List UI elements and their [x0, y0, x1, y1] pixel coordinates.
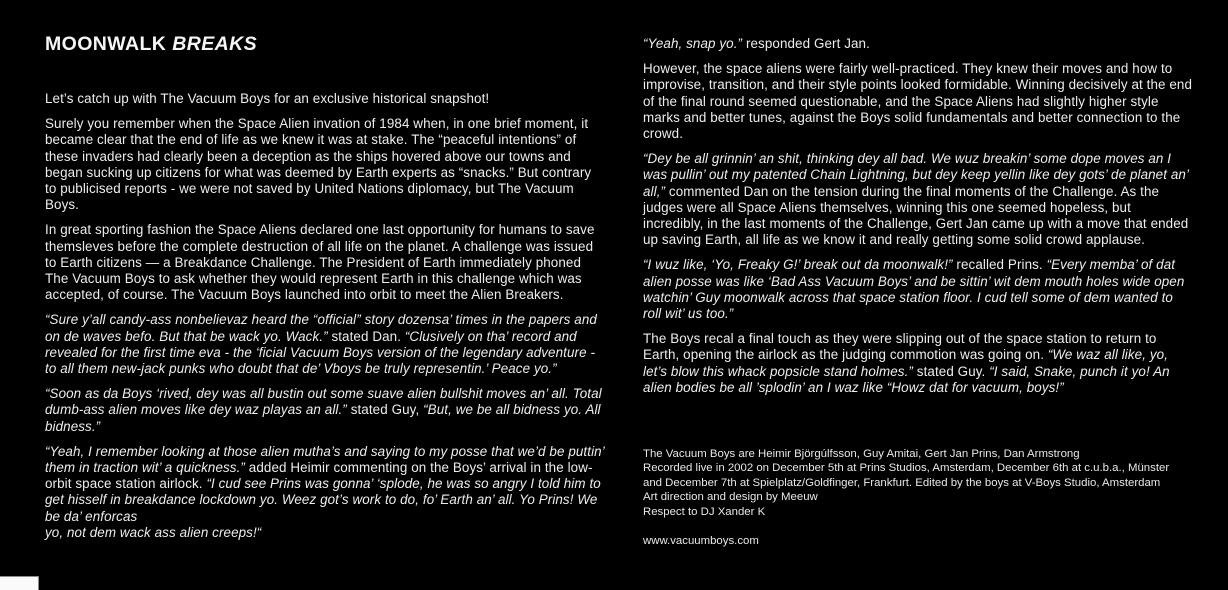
paragraph: [643, 61, 1193, 142]
credit-lines: [643, 447, 1203, 519]
quote-text: “I said, Snake, punch it yo! An alien bodies be all ’splodin’ an I waz like “Howz dat for vacuum, boys!”: [643, 363, 1170, 395]
paragraph: [45, 116, 605, 213]
paragraph: [45, 222, 605, 303]
quote-text: “Every memba’ of dat alien posse was like ‘Bad Ass Vacuum Boys’ and be sittin’ wit dem mouth holes wide open watchin’ Guy moonwalk across that space station floor. I cud tell some of dem wanted to roll wit’ us too.”: [643, 257, 1185, 322]
credit-line: The Vacuum Boys are Heimir Björgúlfsson, Guy Amitai, Gert Jan Prins, Dan Armstrong: [643, 448, 1080, 460]
credit-line: and December 7th at Spielplatz/Goldfinger, Frankfurt. Edited by the boys at V-Boys Studio, Amsterdam: [643, 476, 1161, 489]
paragraph: [45, 386, 605, 435]
quote-text: “Yeah, I remember looking at those alien mutha’s and saying to my posse that we’d be puttin’ them in traction wit’ a quickness.”: [45, 443, 605, 476]
credit-line: Art direction and design by Meeuw: [643, 491, 818, 504]
narration-text: added Heimir commenting on the Boys’ arrival in the low-orbit space station airlock.: [45, 460, 593, 492]
credit-line: Respect to DJ Xander K: [643, 505, 766, 518]
quote-text: yo, not dem wack ass alien creeps!“: [45, 524, 262, 540]
quote-text: “Sure y’all candy-ass nonbelievaz heard the “official” story dozensa’ times in the papers and on de waves befo. But that be wack yo. Wack.”: [45, 312, 597, 344]
quote-text: “Clusively on tha’ record and revealed for the first time eva - the ‘ficial Vacuum Boys version of the legendary adventure - to all them new-jack punks who doubt that de’ Vboys be truly representin.’ Peace yo.”: [45, 328, 596, 377]
paragraph: [45, 312, 605, 377]
narration-text: Let’s catch up with The Vacuum Boys for an exclusive historical snapshot!: [45, 91, 490, 106]
right-column-paragraphs: [643, 36, 1193, 396]
narration-text: In great sporting fashion the Space Aliens declared one last opportunity for humans to save themsleves before the complete destruction of all life on the planet. A challenge was issued to Earth citizens — a Breakdance Challenge. The President of Earth immediately phoned The Vacuum Boys to ask whether they would represent Earth in this challenge which was accepted, of course. The Vacuum Boys launched into orbit to meet the Alien Breakers.: [45, 222, 595, 303]
narration-text: commented Dan on the tension during the final moments of the Challenge. As the judges were all Space Aliens themselves, winning this one seemed hopeless, but incredibly, in the last moments of the Challenge, Gert Jan came up with a move that ended up saving Earth, all life as we know it and really getting some solid crowd applause.: [643, 183, 1189, 248]
narration-text: stated Guy,: [346, 402, 424, 418]
narration-text: The Boys recal a final touch as they were slipping out of the space station to return to Earth, opening the airlock as the judging commotion was going on.: [643, 331, 1157, 363]
page-title: [45, 33, 605, 56]
quote-text: “Dey be all grinnin’ an shit, thinking dey all bad. We wuz breakin’ some dope moves an I was pullin’ out my patented Chain Lightning, but dey keep yellin like dey gots’ de planet an’ all,”: [643, 151, 1189, 199]
quote-text: “Soon as da Boys ‘rived, dey was all bustin out some suave alien bullshit moves an’ all. Total dumb-ass alien moves like dey waz playas an all.”: [45, 386, 602, 418]
title-word-regular: MOONWALK: [45, 33, 167, 55]
title-word-italic: BREAKS: [172, 33, 258, 55]
narration-text: stated Dan.: [327, 328, 405, 344]
paragraph: [45, 444, 605, 541]
credit-line: Recorded live in 2002 on December 5th at Prins Studios, Amsterdam, December 6th at c.u.b.a., Münster: [643, 462, 1170, 475]
quote-text: “We waz all like, yo, let’s blow this whack popsicle stand holmes.”: [643, 347, 1169, 379]
narration-text: However, the space aliens were fairly well-practiced. They knew their moves and how to improvise, transition, and their style points looked formidable. Winning decisively at the end of the final round seemed questionable, and the Space Aliens had slightly higher style marks and better tunes, against the Boys solid fundamentals and better connection to the crowd.: [643, 61, 1193, 142]
narration-text: Surely you remember when the Space Alien invation of 1984 when, in one brief moment, it became clear that the end of life as we knew it was at stake. The “peaceful intentions” of these invaders had clearly been a deception as the ships hovered above our towns and began sucking up citizens for what was deemed by Earth experts as “snacks.” But contrary to publicised reports - we were not saved by United Nations diplomacy, but The Vacuum Boys.: [45, 116, 592, 213]
credits-block: [643, 447, 1203, 548]
narration-text: recalled Prins.: [952, 257, 1047, 273]
paragraph: [643, 331, 1193, 396]
left-column-paragraphs: [45, 91, 605, 541]
quote-text: “Yeah, snap yo.”: [643, 36, 743, 51]
quote-text: “But, we be all bidness yo. All bidness.”: [45, 402, 601, 434]
quote-text: “I cud see Prins was gonna’ ‘splode, he was so angry I told him to get hisself in breakdance lockdown yo. Weez got’s work to do, fo’ Earth an’ all. Yo Prins! We be da’ enforcas: [45, 476, 601, 524]
paragraph: [643, 257, 1193, 322]
paragraph: [643, 36, 1193, 52]
paragraph: [45, 91, 605, 107]
left-column: [45, 33, 605, 550]
narration-text: stated Guy.: [912, 363, 990, 379]
right-column: [643, 36, 1193, 405]
quote-text: “I wuz like, ‘Yo, Freaky G!’ break out da moonwalk!”: [643, 257, 953, 273]
narration-text: responded Gert Jan.: [742, 36, 870, 51]
page-corner-artifact: [0, 576, 39, 590]
website-url: www.vacuumboys.com: [643, 535, 759, 548]
paragraph: [643, 151, 1193, 248]
